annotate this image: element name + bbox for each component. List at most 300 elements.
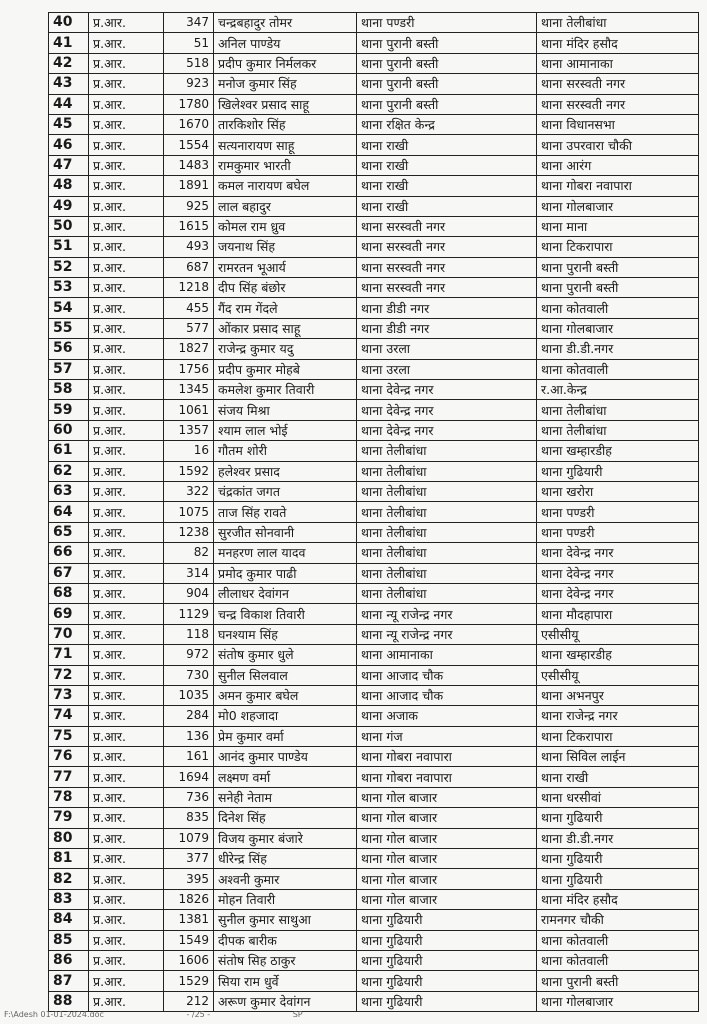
- badge-number-cell: 1827: [164, 339, 214, 359]
- table-row: [49, 869, 699, 889]
- serial-number-cell: 55: [49, 318, 89, 338]
- employee-name-cell: प्रेम कुमार वर्मा: [214, 726, 357, 746]
- table-row: [49, 380, 699, 400]
- table-row: [49, 53, 699, 73]
- table-row: [49, 583, 699, 603]
- current-posting-cell: थाना सरस्वती नगर: [357, 237, 537, 257]
- table-row: [49, 665, 699, 685]
- serial-number-cell: 49: [49, 196, 89, 216]
- employee-name-cell: प्रदीप कुमार निर्मलकर: [214, 53, 357, 73]
- current-posting-cell: थाना सरस्वती नगर: [357, 216, 537, 236]
- table-row: [49, 216, 699, 236]
- current-posting-cell: थाना डीडी नगर: [357, 318, 537, 338]
- rank-cell: प्र.आर.: [89, 604, 164, 624]
- employee-name-cell: प्रदीप कुमार मोहबे: [214, 359, 357, 379]
- employee-name-cell: गैंद राम गेंदले: [214, 298, 357, 318]
- new-posting-cell: थाना सरस्वती नगर: [537, 74, 699, 94]
- transfer-list-page: [48, 12, 698, 1012]
- table-row: [49, 298, 699, 318]
- table-row: [49, 828, 699, 848]
- rank-cell: प्र.आर.: [89, 278, 164, 298]
- rank-cell: प्र.आर.: [89, 583, 164, 603]
- new-posting-cell: थाना आरंग: [537, 155, 699, 175]
- current-posting-cell: थाना उरला: [357, 359, 537, 379]
- badge-number-cell: 1670: [164, 114, 214, 134]
- employee-name-cell: ओंकार प्रसाद साहू: [214, 318, 357, 338]
- serial-number-cell: 78: [49, 787, 89, 807]
- badge-number-cell: 455: [164, 298, 214, 318]
- rank-cell: प्र.आर.: [89, 726, 164, 746]
- footer-code: SP: [292, 1010, 303, 1019]
- badge-number-cell: 904: [164, 583, 214, 603]
- rank-cell: प्र.आर.: [89, 155, 164, 175]
- rank-cell: प्र.आर.: [89, 787, 164, 807]
- serial-number-cell: 86: [49, 950, 89, 970]
- badge-number-cell: 1694: [164, 767, 214, 787]
- table-row: [49, 176, 699, 196]
- new-posting-cell: थाना विधानसभा: [537, 114, 699, 134]
- rank-cell: प्र.आर.: [89, 624, 164, 644]
- new-posting-cell: थाना डी.डी.नगर: [537, 339, 699, 359]
- serial-number-cell: 46: [49, 135, 89, 155]
- current-posting-cell: थाना तेलीबांधा: [357, 543, 537, 563]
- serial-number-cell: 71: [49, 645, 89, 665]
- employee-name-cell: गौतम शोरी: [214, 441, 357, 461]
- table-row: [49, 318, 699, 338]
- new-posting-cell: थाना कोतवाली: [537, 359, 699, 379]
- badge-number-cell: 1129: [164, 604, 214, 624]
- current-posting-cell: थाना गंज: [357, 726, 537, 746]
- new-posting-cell: थाना डी.डी.नगर: [537, 828, 699, 848]
- current-posting-cell: थाना गोल बाजार: [357, 869, 537, 889]
- serial-number-cell: 54: [49, 298, 89, 318]
- rank-cell: प्र.आर.: [89, 359, 164, 379]
- current-posting-cell: थाना गुढियारी: [357, 930, 537, 950]
- current-posting-cell: थाना देवेन्द्र नगर: [357, 380, 537, 400]
- serial-number-cell: 67: [49, 563, 89, 583]
- table-row: [49, 339, 699, 359]
- rank-cell: प्र.आर.: [89, 808, 164, 828]
- serial-number-cell: 62: [49, 461, 89, 481]
- badge-number-cell: 1780: [164, 94, 214, 114]
- new-posting-cell: थाना पण्डरी: [537, 522, 699, 542]
- badge-number-cell: 1035: [164, 685, 214, 705]
- badge-number-cell: 518: [164, 53, 214, 73]
- table-row: [49, 950, 699, 970]
- new-posting-cell: थाना कोतवाली: [537, 930, 699, 950]
- new-posting-cell: थाना उपरवारा चौकी: [537, 135, 699, 155]
- current-posting-cell: थाना अजाक: [357, 706, 537, 726]
- badge-number-cell: 1826: [164, 889, 214, 909]
- badge-number-cell: 493: [164, 237, 214, 257]
- rank-cell: प्र.आर.: [89, 706, 164, 726]
- serial-number-cell: 60: [49, 420, 89, 440]
- serial-number-cell: 66: [49, 543, 89, 563]
- employee-name-cell: सत्यनारायण साहू: [214, 135, 357, 155]
- serial-number-cell: 41: [49, 33, 89, 53]
- transfer-table-body: [49, 13, 699, 1012]
- employee-name-cell: खिलेश्वर प्रसाद साहू: [214, 94, 357, 114]
- badge-number-cell: 1345: [164, 380, 214, 400]
- employee-name-cell: लीलाधर देवांगन: [214, 583, 357, 603]
- badge-number-cell: 1483: [164, 155, 214, 175]
- table-row: [49, 889, 699, 909]
- current-posting-cell: थाना पुरानी बस्ती: [357, 94, 537, 114]
- badge-number-cell: 577: [164, 318, 214, 338]
- rank-cell: प्र.आर.: [89, 237, 164, 257]
- serial-number-cell: 76: [49, 747, 89, 767]
- badge-number-cell: 136: [164, 726, 214, 746]
- employee-name-cell: सुरजीत सोनवानी: [214, 522, 357, 542]
- new-posting-cell: थाना खम्हारडीह: [537, 645, 699, 665]
- employee-name-cell: रामरतन भूआर्य: [214, 257, 357, 277]
- new-posting-cell: थाना माना: [537, 216, 699, 236]
- current-posting-cell: थाना सरस्वती नगर: [357, 278, 537, 298]
- employee-name-cell: मोहन तिवारी: [214, 889, 357, 909]
- employee-name-cell: कमल नारायण बघेल: [214, 176, 357, 196]
- table-row: [49, 808, 699, 828]
- rank-cell: प्र.आर.: [89, 767, 164, 787]
- current-posting-cell: थाना न्यू राजेन्द्र नगर: [357, 624, 537, 644]
- new-posting-cell: थाना राजेन्द्र नगर: [537, 706, 699, 726]
- table-row: [49, 971, 699, 991]
- transfer-table: [48, 12, 699, 1012]
- badge-number-cell: 1554: [164, 135, 214, 155]
- table-row: [49, 604, 699, 624]
- serial-number-cell: 44: [49, 94, 89, 114]
- table-row: [49, 237, 699, 257]
- rank-cell: प्र.आर.: [89, 135, 164, 155]
- rank-cell: प्र.आर.: [89, 196, 164, 216]
- employee-name-cell: तारकिशोर सिंह: [214, 114, 357, 134]
- table-row: [49, 155, 699, 175]
- table-row: [49, 563, 699, 583]
- badge-number-cell: 1075: [164, 502, 214, 522]
- current-posting-cell: थाना गुढियारी: [357, 991, 537, 1011]
- current-posting-cell: थाना पण्डरी: [357, 13, 537, 33]
- new-posting-cell: थाना गुढियारी: [537, 461, 699, 481]
- table-row: [49, 767, 699, 787]
- new-posting-cell: थाना देवेन्द्र नगर: [537, 563, 699, 583]
- serial-number-cell: 56: [49, 339, 89, 359]
- rank-cell: प्र.आर.: [89, 420, 164, 440]
- rank-cell: प्र.आर.: [89, 318, 164, 338]
- serial-number-cell: 40: [49, 13, 89, 33]
- table-row: [49, 33, 699, 53]
- badge-number-cell: 1756: [164, 359, 214, 379]
- badge-number-cell: 1891: [164, 176, 214, 196]
- table-row: [49, 196, 699, 216]
- employee-name-cell: राजेन्द्र कुमार यदु: [214, 339, 357, 359]
- serial-number-cell: 68: [49, 583, 89, 603]
- rank-cell: प्र.आर.: [89, 441, 164, 461]
- serial-number-cell: 70: [49, 624, 89, 644]
- badge-number-cell: 161: [164, 747, 214, 767]
- rank-cell: प्र.आर.: [89, 176, 164, 196]
- serial-number-cell: 63: [49, 481, 89, 501]
- employee-name-cell: अनिल पाण्डेय: [214, 33, 357, 53]
- new-posting-cell: थाना अभनपुर: [537, 685, 699, 705]
- rank-cell: प्र.आर.: [89, 522, 164, 542]
- new-posting-cell: थाना धरसीवां: [537, 787, 699, 807]
- employee-name-cell: अश्वनी कुमार: [214, 869, 357, 889]
- badge-number-cell: 835: [164, 808, 214, 828]
- table-row: [49, 787, 699, 807]
- employee-name-cell: ताज सिंह रावते: [214, 502, 357, 522]
- new-posting-cell: थाना पण्डरी: [537, 502, 699, 522]
- current-posting-cell: थाना राखी: [357, 155, 537, 175]
- table-row: [49, 747, 699, 767]
- new-posting-cell: थाना कोतवाली: [537, 298, 699, 318]
- current-posting-cell: थाना आजाद चौक: [357, 665, 537, 685]
- serial-number-cell: 51: [49, 237, 89, 257]
- employee-name-cell: सुनील कुमार साथुआ: [214, 910, 357, 930]
- table-row: [49, 624, 699, 644]
- rank-cell: प्र.आर.: [89, 889, 164, 909]
- employee-name-cell: मनोज कुमार सिंह: [214, 74, 357, 94]
- rank-cell: प्र.आर.: [89, 400, 164, 420]
- employee-name-cell: जयनाथ सिंह: [214, 237, 357, 257]
- badge-number-cell: 1592: [164, 461, 214, 481]
- current-posting-cell: थाना पुरानी बस्ती: [357, 33, 537, 53]
- current-posting-cell: थाना पुरानी बस्ती: [357, 53, 537, 73]
- badge-number-cell: 1529: [164, 971, 214, 991]
- current-posting-cell: थाना राखी: [357, 196, 537, 216]
- table-row: [49, 114, 699, 134]
- current-posting-cell: थाना देवेन्द्र नगर: [357, 420, 537, 440]
- badge-number-cell: 1606: [164, 950, 214, 970]
- rank-cell: प्र.आर.: [89, 257, 164, 277]
- employee-name-cell: दीपक बारीक: [214, 930, 357, 950]
- table-row: [49, 502, 699, 522]
- rank-cell: प्र.आर.: [89, 930, 164, 950]
- current-posting-cell: थाना तेलीबांधा: [357, 441, 537, 461]
- new-posting-cell: थाना पुरानी बस्ती: [537, 257, 699, 277]
- new-posting-cell: थाना गुढियारी: [537, 808, 699, 828]
- table-row: [49, 991, 699, 1011]
- footer-page-number: - /25 -: [186, 1010, 211, 1019]
- new-posting-cell: थाना तेलीबांधा: [537, 420, 699, 440]
- employee-name-cell: धीरेन्द्र सिंह: [214, 849, 357, 869]
- rank-cell: प्र.आर.: [89, 991, 164, 1011]
- new-posting-cell: थाना खम्हारडीह: [537, 441, 699, 461]
- badge-number-cell: 284: [164, 706, 214, 726]
- current-posting-cell: थाना तेलीबांधा: [357, 522, 537, 542]
- rank-cell: प्र.आर.: [89, 481, 164, 501]
- current-posting-cell: थाना तेलीबांधा: [357, 563, 537, 583]
- employee-name-cell: चंद्रकांत जगत: [214, 481, 357, 501]
- badge-number-cell: 1357: [164, 420, 214, 440]
- table-row: [49, 441, 699, 461]
- table-row: [49, 13, 699, 33]
- serial-number-cell: 73: [49, 685, 89, 705]
- badge-number-cell: 51: [164, 33, 214, 53]
- new-posting-cell: रामनगर चौकी: [537, 910, 699, 930]
- new-posting-cell: एसीसीयू: [537, 665, 699, 685]
- employee-name-cell: दीप सिंह बंछोर: [214, 278, 357, 298]
- serial-number-cell: 75: [49, 726, 89, 746]
- table-row: [49, 849, 699, 869]
- new-posting-cell: थाना कोतवाली: [537, 950, 699, 970]
- current-posting-cell: थाना तेलीबांधा: [357, 502, 537, 522]
- employee-name-cell: संतोष सिह ठाकुर: [214, 950, 357, 970]
- employee-name-cell: हलेश्वर प्रसाद: [214, 461, 357, 481]
- employee-name-cell: सिया राम धुर्वे: [214, 971, 357, 991]
- table-row: [49, 278, 699, 298]
- employee-name-cell: चन्द्रबहादुर तोमर: [214, 13, 357, 33]
- rank-cell: प्र.आर.: [89, 910, 164, 930]
- table-row: [49, 74, 699, 94]
- table-row: [49, 706, 699, 726]
- rank-cell: प्र.आर.: [89, 94, 164, 114]
- table-row: [49, 910, 699, 930]
- badge-number-cell: 82: [164, 543, 214, 563]
- badge-number-cell: 1238: [164, 522, 214, 542]
- employee-name-cell: रामकुमार भारती: [214, 155, 357, 175]
- rank-cell: प्र.आर.: [89, 971, 164, 991]
- new-posting-cell: थाना टिकरापारा: [537, 726, 699, 746]
- serial-number-cell: 87: [49, 971, 89, 991]
- rank-cell: प्र.आर.: [89, 563, 164, 583]
- current-posting-cell: थाना डीडी नगर: [357, 298, 537, 318]
- table-row: [49, 94, 699, 114]
- serial-number-cell: 85: [49, 930, 89, 950]
- employee-name-cell: लक्ष्मण वर्मा: [214, 767, 357, 787]
- new-posting-cell: थाना मंदिर हसौद: [537, 889, 699, 909]
- current-posting-cell: थाना तेलीबांधा: [357, 481, 537, 501]
- current-posting-cell: थाना गोबरा नवापारा: [357, 767, 537, 787]
- badge-number-cell: 395: [164, 869, 214, 889]
- rank-cell: प्र.आर.: [89, 869, 164, 889]
- badge-number-cell: 1549: [164, 930, 214, 950]
- employee-name-cell: कोमल राम ध्रुव: [214, 216, 357, 236]
- rank-cell: प्र.आर.: [89, 543, 164, 563]
- serial-number-cell: 65: [49, 522, 89, 542]
- table-row: [49, 930, 699, 950]
- serial-number-cell: 42: [49, 53, 89, 73]
- serial-number-cell: 47: [49, 155, 89, 175]
- employee-name-cell: सनेही नेताम: [214, 787, 357, 807]
- rank-cell: प्र.आर.: [89, 685, 164, 705]
- new-posting-cell: थाना पुरानी बस्ती: [537, 278, 699, 298]
- page-footer: [4, 1010, 383, 1019]
- serial-number-cell: 45: [49, 114, 89, 134]
- serial-number-cell: 61: [49, 441, 89, 461]
- badge-number-cell: 925: [164, 196, 214, 216]
- current-posting-cell: थाना गोल बाजार: [357, 828, 537, 848]
- rank-cell: प्र.आर.: [89, 33, 164, 53]
- rank-cell: प्र.आर.: [89, 74, 164, 94]
- employee-name-cell: घनश्याम सिंह: [214, 624, 357, 644]
- rank-cell: प्र.आर.: [89, 114, 164, 134]
- rank-cell: प्र.आर.: [89, 380, 164, 400]
- current-posting-cell: थाना राखी: [357, 176, 537, 196]
- serial-number-cell: 52: [49, 257, 89, 277]
- rank-cell: प्र.आर.: [89, 849, 164, 869]
- serial-number-cell: 48: [49, 176, 89, 196]
- current-posting-cell: थाना आजाद चौक: [357, 685, 537, 705]
- new-posting-cell: थाना देवेन्द्र नगर: [537, 543, 699, 563]
- serial-number-cell: 69: [49, 604, 89, 624]
- badge-number-cell: 322: [164, 481, 214, 501]
- new-posting-cell: थाना गोलबाजार: [537, 991, 699, 1011]
- badge-number-cell: 923: [164, 74, 214, 94]
- table-row: [49, 400, 699, 420]
- badge-number-cell: 687: [164, 257, 214, 277]
- serial-number-cell: 81: [49, 849, 89, 869]
- employee-name-cell: मो0 शहजादा: [214, 706, 357, 726]
- badge-number-cell: 118: [164, 624, 214, 644]
- employee-name-cell: लाल बहादुर: [214, 196, 357, 216]
- employee-name-cell: संतोष कुमार धुले: [214, 645, 357, 665]
- new-posting-cell: थाना गोलबाजार: [537, 318, 699, 338]
- badge-number-cell: 314: [164, 563, 214, 583]
- rank-cell: प्र.आर.: [89, 298, 164, 318]
- current-posting-cell: थाना पुरानी बस्ती: [357, 74, 537, 94]
- employee-name-cell: मनहरण लाल यादव: [214, 543, 357, 563]
- rank-cell: प्र.आर.: [89, 645, 164, 665]
- current-posting-cell: थाना गुढियारी: [357, 910, 537, 930]
- rank-cell: प्र.आर.: [89, 747, 164, 767]
- rank-cell: प्र.आर.: [89, 502, 164, 522]
- table-row: [49, 420, 699, 440]
- new-posting-cell: थाना देवेन्द्र नगर: [537, 583, 699, 603]
- badge-number-cell: 1218: [164, 278, 214, 298]
- table-row: [49, 359, 699, 379]
- new-posting-cell: थाना गोबरा नवापारा: [537, 176, 699, 196]
- current-posting-cell: थाना गोल बाजार: [357, 849, 537, 869]
- current-posting-cell: थाना गोल बाजार: [357, 787, 537, 807]
- table-row: [49, 461, 699, 481]
- employee-name-cell: प्रमोद कुमार पाढी: [214, 563, 357, 583]
- employee-name-cell: अरूण कुमार देवांगन: [214, 991, 357, 1011]
- employee-name-cell: सुनील सिलवाल: [214, 665, 357, 685]
- current-posting-cell: थाना गोल बाजार: [357, 808, 537, 828]
- table-row: [49, 685, 699, 705]
- current-posting-cell: थाना गोबरा नवापारा: [357, 747, 537, 767]
- badge-number-cell: 377: [164, 849, 214, 869]
- new-posting-cell: थाना गोलबाजार: [537, 196, 699, 216]
- new-posting-cell: थाना टिकरापारा: [537, 237, 699, 257]
- current-posting-cell: थाना गोल बाजार: [357, 889, 537, 909]
- serial-number-cell: 53: [49, 278, 89, 298]
- badge-number-cell: 972: [164, 645, 214, 665]
- serial-number-cell: 79: [49, 808, 89, 828]
- serial-number-cell: 43: [49, 74, 89, 94]
- footer-file-path: F:\Adesh 01-01-2024.doc: [4, 1010, 104, 1019]
- employee-name-cell: कमलेश कुमार तिवारी: [214, 380, 357, 400]
- new-posting-cell: थाना गुढियारी: [537, 849, 699, 869]
- new-posting-cell: र.आ.केन्द्र: [537, 380, 699, 400]
- table-row: [49, 522, 699, 542]
- serial-number-cell: 82: [49, 869, 89, 889]
- rank-cell: प्र.आर.: [89, 339, 164, 359]
- current-posting-cell: थाना न्यू राजेन्द्र नगर: [357, 604, 537, 624]
- badge-number-cell: 347: [164, 13, 214, 33]
- new-posting-cell: थाना गुढियारी: [537, 869, 699, 889]
- serial-number-cell: 72: [49, 665, 89, 685]
- employee-name-cell: अमन कुमार बघेल: [214, 685, 357, 705]
- badge-number-cell: 1061: [164, 400, 214, 420]
- badge-number-cell: 1381: [164, 910, 214, 930]
- rank-cell: प्र.आर.: [89, 461, 164, 481]
- badge-number-cell: 736: [164, 787, 214, 807]
- serial-number-cell: 88: [49, 991, 89, 1011]
- rank-cell: प्र.आर.: [89, 53, 164, 73]
- new-posting-cell: थाना तेलीबांधा: [537, 400, 699, 420]
- serial-number-cell: 80: [49, 828, 89, 848]
- rank-cell: प्र.आर.: [89, 665, 164, 685]
